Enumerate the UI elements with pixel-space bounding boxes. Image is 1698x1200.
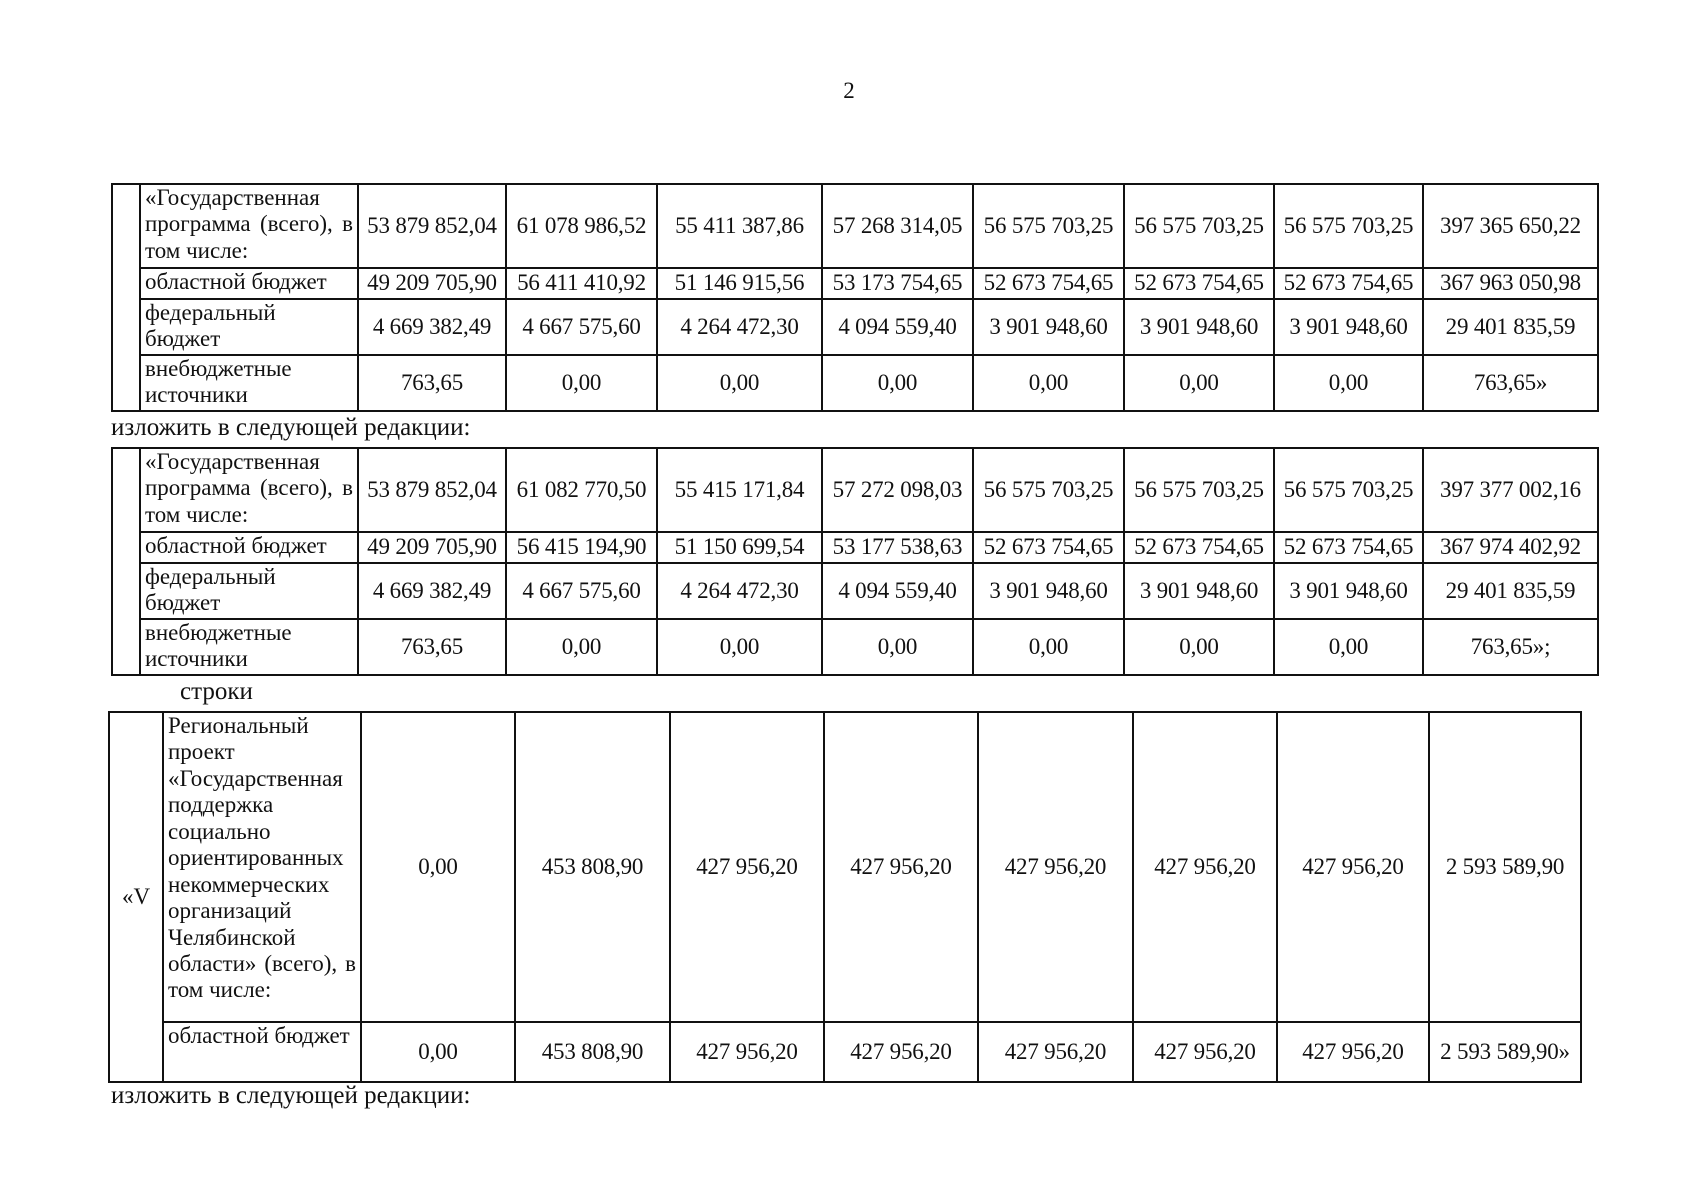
row-label: областной бюджет	[163, 1022, 361, 1082]
total-cell: 397 365 650,22	[1423, 184, 1598, 268]
value-cell: 56 575 703,25	[1124, 448, 1274, 532]
new-program-table	[111, 447, 1599, 676]
value-cell: 0,00	[361, 712, 515, 1022]
table-row	[112, 563, 1598, 619]
table-row	[112, 532, 1598, 563]
value-cell: 52 673 754,65	[1124, 532, 1274, 563]
value-cell: 3 901 948,60	[1274, 299, 1423, 355]
total-cell: 763,65»	[1423, 355, 1598, 411]
total-cell: 2 593 589,90»	[1429, 1022, 1581, 1082]
value-cell: 4 094 559,40	[822, 299, 973, 355]
row-label: областной бюджет	[140, 532, 358, 563]
value-cell: 4 094 559,40	[822, 563, 973, 619]
value-cell: 0,00	[822, 355, 973, 411]
value-cell: 3 901 948,60	[1124, 299, 1274, 355]
table-row	[109, 712, 1581, 1022]
value-cell: 56 411 410,92	[506, 268, 657, 299]
value-cell: 427 956,20	[1133, 1022, 1277, 1082]
value-cell: 427 956,20	[978, 712, 1133, 1022]
value-cell: 763,65	[358, 619, 506, 675]
value-cell: 56 575 703,25	[1124, 184, 1274, 268]
value-cell: 61 082 770,50	[506, 448, 657, 532]
value-cell: 53 177 538,63	[822, 532, 973, 563]
value-cell: 4 667 575,60	[506, 563, 657, 619]
value-cell: 57 268 314,05	[822, 184, 973, 268]
value-cell: 4 264 472,30	[657, 299, 822, 355]
value-cell: 4 669 382,49	[358, 563, 506, 619]
page-number: 2	[843, 78, 855, 103]
index-cell	[112, 448, 140, 675]
value-cell: 52 673 754,65	[1274, 532, 1423, 563]
value-cell: 0,00	[1124, 355, 1274, 411]
value-cell: 4 667 575,60	[506, 299, 657, 355]
value-cell: 0,00	[361, 1022, 515, 1082]
value-cell: 427 956,20	[1277, 712, 1429, 1022]
total-cell: 29 401 835,59	[1423, 563, 1598, 619]
value-cell: 49 209 705,90	[358, 268, 506, 299]
row-label: федеральный бюджет	[140, 299, 358, 355]
value-cell: 55 411 387,86	[657, 184, 822, 268]
table-row	[112, 299, 1598, 355]
total-cell: 29 401 835,59	[1423, 299, 1598, 355]
value-cell: 0,00	[657, 619, 822, 675]
value-cell: 453 808,90	[515, 712, 670, 1022]
table-row	[109, 1022, 1581, 1082]
value-cell: 0,00	[1274, 619, 1423, 675]
value-cell: 0,00	[1274, 355, 1423, 411]
value-cell: 53 173 754,65	[822, 268, 973, 299]
value-cell: 52 673 754,65	[973, 532, 1124, 563]
value-cell: 3 901 948,60	[1274, 563, 1423, 619]
value-cell: 0,00	[973, 355, 1124, 411]
index-cell	[112, 184, 140, 411]
value-cell: 763,65	[358, 355, 506, 411]
total-cell: 397 377 002,16	[1423, 448, 1598, 532]
value-cell: 0,00	[657, 355, 822, 411]
value-cell: 56 575 703,25	[1274, 448, 1423, 532]
value-cell: 53 879 852,04	[358, 184, 506, 268]
row-label: внебюджетные источники	[140, 619, 358, 675]
value-cell: 0,00	[1124, 619, 1274, 675]
value-cell: 51 150 699,54	[657, 532, 822, 563]
value-cell: 4 264 472,30	[657, 563, 822, 619]
total-cell: 367 974 402,92	[1423, 532, 1598, 563]
value-cell: 427 956,20	[670, 712, 824, 1022]
row-label: «Государственная программа (всего), в том числе:	[140, 184, 358, 268]
value-cell: 55 415 171,84	[657, 448, 822, 532]
value-cell: 4 669 382,49	[358, 299, 506, 355]
value-cell: 52 673 754,65	[1274, 268, 1423, 299]
table-row	[112, 619, 1598, 675]
value-cell: 56 415 194,90	[506, 532, 657, 563]
value-cell: 427 956,20	[824, 712, 978, 1022]
regional-project-table	[108, 711, 1582, 1083]
value-cell: 453 808,90	[515, 1022, 670, 1082]
value-cell: 52 673 754,65	[973, 268, 1124, 299]
value-cell: 427 956,20	[1277, 1022, 1429, 1082]
table-row	[112, 448, 1598, 532]
value-cell: 61 078 986,52	[506, 184, 657, 268]
value-cell: 0,00	[506, 619, 657, 675]
value-cell: 52 673 754,65	[1124, 268, 1274, 299]
total-cell: 2 593 589,90	[1429, 712, 1581, 1022]
value-cell: 57 272 098,03	[822, 448, 973, 532]
table-row	[112, 355, 1598, 411]
value-cell: 0,00	[506, 355, 657, 411]
table-row	[112, 184, 1598, 268]
instruction-text: изложить в следующей редакции:	[111, 1082, 471, 1109]
total-cell: 763,65»;	[1423, 619, 1598, 675]
value-cell: 0,00	[973, 619, 1124, 675]
value-cell: 49 209 705,90	[358, 532, 506, 563]
row-label: Региональный проект «Государственная поддержка социально ориентированных некоммерческих организаций Челябинской области» (всего), в том числе:	[163, 712, 361, 1022]
value-cell: 56 575 703,25	[973, 448, 1124, 532]
value-cell: 56 575 703,25	[1274, 184, 1423, 268]
value-cell: 3 901 948,60	[973, 299, 1124, 355]
table-row	[112, 268, 1598, 299]
total-cell: 367 963 050,98	[1423, 268, 1598, 299]
value-cell: 427 956,20	[978, 1022, 1133, 1082]
value-cell: 53 879 852,04	[358, 448, 506, 532]
section-index: «V	[109, 712, 163, 1082]
instruction-text: изложить в следующей редакции:	[111, 414, 471, 441]
value-cell: 0,00	[822, 619, 973, 675]
value-cell: 3 901 948,60	[973, 563, 1124, 619]
row-label: «Государственная программа (всего), в том числе:	[140, 448, 358, 532]
section-heading: строки	[180, 678, 253, 705]
value-cell: 51 146 915,56	[657, 268, 822, 299]
value-cell: 427 956,20	[1133, 712, 1277, 1022]
value-cell: 56 575 703,25	[973, 184, 1124, 268]
old-program-table	[111, 183, 1599, 412]
row-label: областной бюджет	[140, 268, 358, 299]
value-cell: 427 956,20	[824, 1022, 978, 1082]
row-label: федеральный бюджет	[140, 563, 358, 619]
row-label: внебюджетные источники	[140, 355, 358, 411]
value-cell: 3 901 948,60	[1124, 563, 1274, 619]
value-cell: 427 956,20	[670, 1022, 824, 1082]
